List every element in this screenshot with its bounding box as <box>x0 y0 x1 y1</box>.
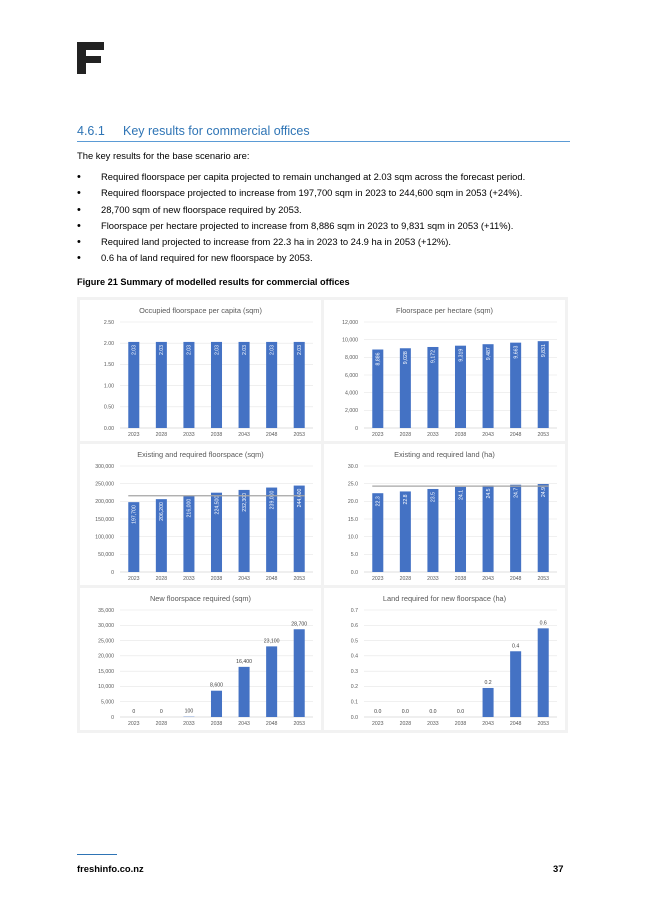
data-label: 2.03 <box>297 344 304 356</box>
chart-existing-required-land <box>324 444 565 585</box>
data-label: 239,000 <box>269 490 276 510</box>
x-tick-label: 2028 <box>155 576 168 582</box>
x-tick-label: 2048 <box>265 432 278 438</box>
x-tick-label: 2023 <box>372 721 384 727</box>
data-label: 2.03 <box>241 344 248 356</box>
y-tick-label: 200,000 <box>95 499 114 506</box>
data-label: 0.2 <box>484 679 492 686</box>
x-tick-label: 2023 <box>372 432 384 438</box>
x-tick-label: 2053 <box>293 432 305 438</box>
chart-title: New floorspace required (sqm) <box>149 594 252 603</box>
x-tick-label: 2033 <box>183 721 195 727</box>
y-tick-label: 0.5 <box>350 638 358 645</box>
x-tick-label: 2033 <box>183 432 195 438</box>
x-tick-label: 2028 <box>399 721 412 727</box>
y-tick-label: 4,000 <box>345 390 358 397</box>
chart-floorspace-per-capita <box>80 300 321 441</box>
chart-new-floorspace-required <box>80 588 321 730</box>
section-heading <box>77 124 570 142</box>
y-tick-label: 10.0 <box>347 534 358 541</box>
chart-panel-land-required-new-floorspace <box>324 588 565 730</box>
data-label: 24.9 <box>541 487 548 498</box>
x-tick-label: 2028 <box>155 721 168 727</box>
company-logo <box>77 42 104 74</box>
data-label: 16,400 <box>236 658 253 665</box>
footer-rule <box>77 854 117 855</box>
chart-panel-existing-required-floorspace <box>80 444 321 585</box>
x-tick-label: 2033 <box>427 576 439 582</box>
y-tick-label: 30.0 <box>347 463 358 470</box>
bar <box>266 646 277 717</box>
y-tick-label: 0.0 <box>350 569 358 576</box>
x-tick-label: 2023 <box>128 432 140 438</box>
y-tick-label: 50,000 <box>98 552 114 559</box>
data-label: 0.4 <box>512 643 520 650</box>
y-tick-label: 0 <box>111 569 114 576</box>
y-tick-label: 0.00 <box>103 425 114 432</box>
y-tick-label: 1.00 <box>103 383 114 390</box>
x-tick-label: 2028 <box>155 432 168 438</box>
x-tick-label: 2038 <box>210 432 223 438</box>
y-tick-label: 15,000 <box>98 668 114 675</box>
x-tick-label: 2023 <box>128 721 140 727</box>
bar <box>510 651 521 717</box>
y-tick-label: 0 <box>355 425 358 432</box>
x-tick-label: 2028 <box>399 432 412 438</box>
data-label: 24.7 <box>513 487 520 498</box>
y-tick-label: 20,000 <box>98 653 114 660</box>
y-tick-label: 35,000 <box>98 607 114 614</box>
x-tick-label: 2053 <box>293 576 305 582</box>
x-tick-label: 2038 <box>454 432 467 438</box>
data-label: 9,487 <box>485 347 492 361</box>
figure-caption: Figure 21 Summary of modelled results for commercial offices <box>77 277 350 287</box>
data-label: 244,600 <box>297 488 304 508</box>
x-tick-label: 2053 <box>293 721 305 727</box>
section-number: 4.6.1 <box>77 124 105 138</box>
data-label: 0.6 <box>539 620 547 627</box>
x-tick-label: 2048 <box>509 721 522 727</box>
y-tick-label: 15.0 <box>347 516 358 523</box>
data-label: 224,500 <box>214 495 221 515</box>
y-tick-label: 0.3 <box>350 668 358 675</box>
y-tick-label: 8,000 <box>345 355 358 362</box>
bar <box>294 629 305 717</box>
y-tick-label: 0.2 <box>350 684 358 691</box>
y-tick-label: 25,000 <box>98 638 114 645</box>
y-tick-label: 30,000 <box>98 623 114 630</box>
data-label: 197,700 <box>131 505 138 524</box>
y-tick-label: 0.4 <box>350 653 358 660</box>
y-tick-label: 2,000 <box>345 408 358 415</box>
chart-title: Floorspace per hectare (sqm) <box>396 306 493 315</box>
data-label: 0 <box>159 709 163 715</box>
data-label: 0.0 <box>456 709 465 715</box>
y-tick-label: 0.1 <box>350 699 358 706</box>
x-tick-label: 2043 <box>482 432 494 438</box>
intro-text: The key results for the base scenario are: <box>77 150 250 161</box>
chart-panel-existing-required-land <box>324 444 565 585</box>
y-tick-label: 2.50 <box>103 319 114 326</box>
x-tick-label: 2038 <box>210 576 223 582</box>
data-label: 0.0 <box>429 709 437 715</box>
data-label: 9,663 <box>513 345 520 359</box>
y-tick-label: 5.0 <box>350 552 358 559</box>
x-tick-label: 2043 <box>238 576 250 582</box>
y-tick-label: 0 <box>111 714 114 721</box>
y-tick-label: 6,000 <box>345 372 358 379</box>
data-label: 2.03 <box>269 344 276 356</box>
data-label: 2.03 <box>214 344 221 356</box>
chart-existing-required-floorspace <box>80 444 321 585</box>
x-tick-label: 2043 <box>482 576 494 582</box>
chart-land-required-new-floorspace <box>324 588 565 730</box>
data-label: 9,028 <box>403 351 410 365</box>
bar <box>239 667 250 717</box>
y-tick-label: 20.0 <box>347 499 358 506</box>
list-item: • Required land projected to increase from 22.3 ha in 2023 to 24.9 ha in 2053 (+12%). <box>77 234 570 250</box>
data-label: 24.1 <box>458 489 465 500</box>
data-label: 100 <box>184 708 194 715</box>
section-title: Key results for commercial offices <box>123 124 310 138</box>
bar <box>211 691 222 717</box>
chart-floorspace-per-hectare <box>324 300 565 441</box>
data-label: 22.8 <box>403 494 410 505</box>
data-label: 216,000 <box>186 498 193 518</box>
x-tick-label: 2043 <box>238 432 250 438</box>
chart-panel-floorspace-per-hectare <box>324 300 565 441</box>
data-label: 23,100 <box>263 638 280 645</box>
key-results-list <box>77 169 570 267</box>
y-tick-label: 0.50 <box>103 404 114 411</box>
data-label: 8,600 <box>210 682 223 689</box>
y-tick-label: 10,000 <box>342 337 358 344</box>
y-tick-label: 12,000 <box>342 319 358 326</box>
data-label: 0.0 <box>374 709 382 715</box>
y-tick-label: 25.0 <box>347 481 358 488</box>
x-tick-label: 2043 <box>238 721 250 727</box>
chart-title: Existing and required land (ha) <box>394 450 495 459</box>
data-label: 9,172 <box>430 349 437 363</box>
x-tick-label: 2033 <box>183 576 195 582</box>
y-tick-label: 0.6 <box>350 623 358 630</box>
chart-title: Occupied floorspace per capita (sqm) <box>139 306 262 315</box>
x-tick-label: 2048 <box>265 721 278 727</box>
chart-title: Existing and required floorspace (sqm) <box>137 450 264 459</box>
y-tick-label: 2.00 <box>103 341 114 347</box>
x-tick-label: 2053 <box>537 576 549 582</box>
data-label: 8,886 <box>375 352 382 366</box>
bar <box>483 688 494 717</box>
x-tick-label: 2053 <box>537 432 549 438</box>
x-tick-label: 2043 <box>482 721 494 727</box>
list-item: • Required floorspace per capita projected to remain unchanged at 2.03 sqm across the forecast period. <box>77 169 570 185</box>
x-tick-label: 2048 <box>265 576 278 582</box>
bar <box>538 628 549 717</box>
x-tick-label: 2023 <box>128 576 140 582</box>
list-item: • Floorspace per hectare projected to increase from 8,886 sqm in 2023 to 9,831 sqm in 2053 (+11%). <box>77 218 570 234</box>
data-label: 232,300 <box>241 492 248 512</box>
data-label: 0.0 <box>401 709 409 715</box>
data-label: 2.03 <box>159 344 166 356</box>
data-label: 22.3 <box>375 496 382 507</box>
data-label: 24.5 <box>485 488 492 499</box>
data-label: 2.03 <box>186 344 193 356</box>
y-tick-label: 1.50 <box>103 362 114 369</box>
x-tick-label: 2033 <box>427 432 439 438</box>
data-label: 28,700 <box>291 621 308 628</box>
list-item: • 28,700 sqm of new floorspace required by 2053. <box>77 202 570 218</box>
x-tick-label: 2033 <box>427 721 439 727</box>
chart-panel-floorspace-per-capita <box>80 300 321 441</box>
data-label: 206,200 <box>159 502 166 521</box>
footer-site: freshinfo.co.nz <box>77 863 144 874</box>
x-tick-label: 2028 <box>399 576 412 582</box>
x-tick-label: 2048 <box>509 576 522 582</box>
list-item: • Required floorspace projected to increase from 197,700 sqm in 2023 to 244,600 sqm in 2053 (+24%). <box>77 185 570 201</box>
y-tick-label: 5,000 <box>101 699 114 706</box>
x-tick-label: 2023 <box>372 576 384 582</box>
y-tick-label: 300,000 <box>95 463 114 470</box>
y-tick-label: 0.0 <box>350 714 358 721</box>
data-label: 9,831 <box>541 344 548 358</box>
data-label: 23.5 <box>430 491 437 503</box>
y-tick-label: 150,000 <box>95 516 114 523</box>
x-tick-label: 2048 <box>509 432 522 438</box>
y-tick-label: 0.7 <box>350 607 358 614</box>
x-tick-label: 2038 <box>454 576 467 582</box>
chart-panel-new-floorspace-required <box>80 588 321 730</box>
y-tick-label: 100,000 <box>95 534 114 541</box>
list-item: • 0.6 ha of land required for new floorspace by 2053. <box>77 250 570 266</box>
x-tick-label: 2053 <box>537 721 549 727</box>
x-tick-label: 2038 <box>454 721 467 727</box>
y-tick-label: 250,000 <box>95 481 114 488</box>
data-label: 9,319 <box>458 348 465 362</box>
x-tick-label: 2038 <box>210 721 223 727</box>
data-label: 0 <box>132 709 136 715</box>
page-number: 37 <box>553 863 564 874</box>
y-tick-label: 10,000 <box>98 684 114 691</box>
data-label: 2.03 <box>131 344 138 356</box>
chart-title: Land required for new floorspace (ha) <box>382 594 507 603</box>
